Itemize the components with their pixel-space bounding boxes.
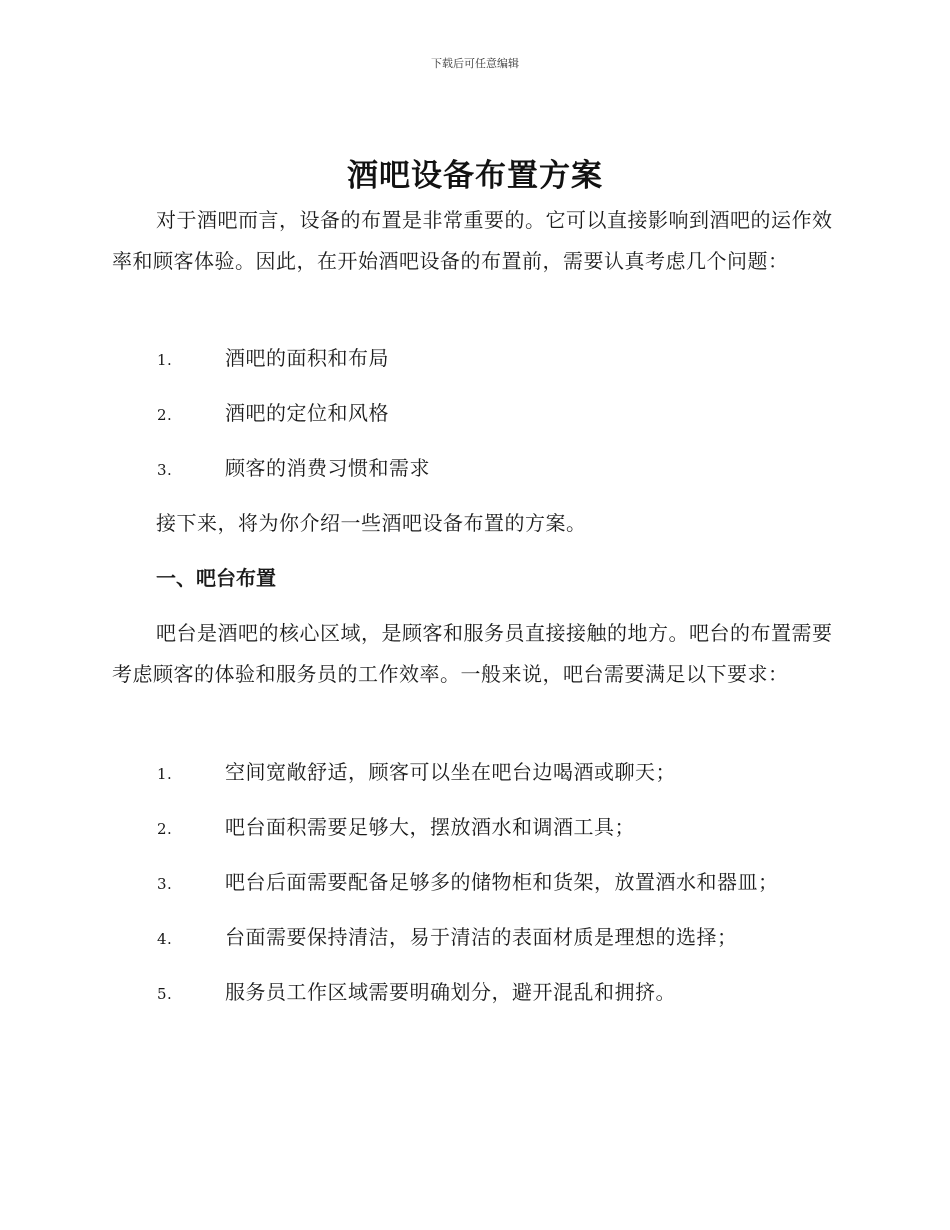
list-number: 2.: [157, 406, 173, 424]
section-heading: 一、吧台布置: [156, 566, 276, 590]
section-body-paragraph: 吧台是酒吧的核心区域，是顾客和服务员直接接触的地方。吧台的布置需要考虑顾客的体验和服务员的工作效率。一般来说，吧台需要满足以下要求：: [112, 621, 833, 686]
header-note: 下载后可任意编辑: [431, 57, 519, 70]
list-text: 台面需要保持清洁，易于清洁的表面材质是理想的选择；: [225, 925, 738, 949]
list-text: 吧台后面需要配备足够多的储物柜和货架，放置酒水和器皿；: [225, 870, 779, 894]
list-number: 5.: [157, 985, 173, 1003]
list-number: 4.: [157, 930, 173, 948]
list-text: 酒吧的定位和风格: [225, 401, 389, 425]
list-number: 1.: [157, 765, 173, 783]
list-item: [157, 977, 837, 1009]
list-number: 1.: [157, 351, 173, 369]
list-item: [157, 757, 837, 789]
list-text: 服务员工作区域需要明确划分，避开混乱和拥挤。: [225, 980, 676, 1004]
list-item: [157, 398, 837, 430]
list-item: [157, 453, 837, 485]
intro-paragraph: 对于酒吧而言，设备的布置是非常重要的。它可以直接影响到酒吧的运作效率和顾客体验。因此，在开始酒吧设备的布置前，需要认真考虑几个问题：: [112, 208, 833, 273]
list-text: 空间宽敞舒适，顾客可以坐在吧台边喝酒或聊天；: [225, 760, 676, 784]
transition-paragraph: 接下来，将为你介绍一些酒吧设备布置的方案。: [156, 511, 587, 535]
list-item: [157, 867, 837, 899]
page-title: 酒吧设备布置方案: [347, 158, 603, 194]
list-text: 酒吧的面积和布局: [225, 346, 389, 370]
list-text: 顾客的消费习惯和需求: [225, 456, 430, 480]
list-item: [157, 343, 837, 375]
list-text: 吧台面积需要足够大，摆放酒水和调酒工具；: [225, 815, 635, 839]
list-number: 2.: [157, 820, 173, 838]
list-number: 3.: [157, 875, 173, 893]
list-number: 3.: [157, 461, 173, 479]
list-item: [157, 812, 837, 844]
list-item: [157, 922, 837, 954]
